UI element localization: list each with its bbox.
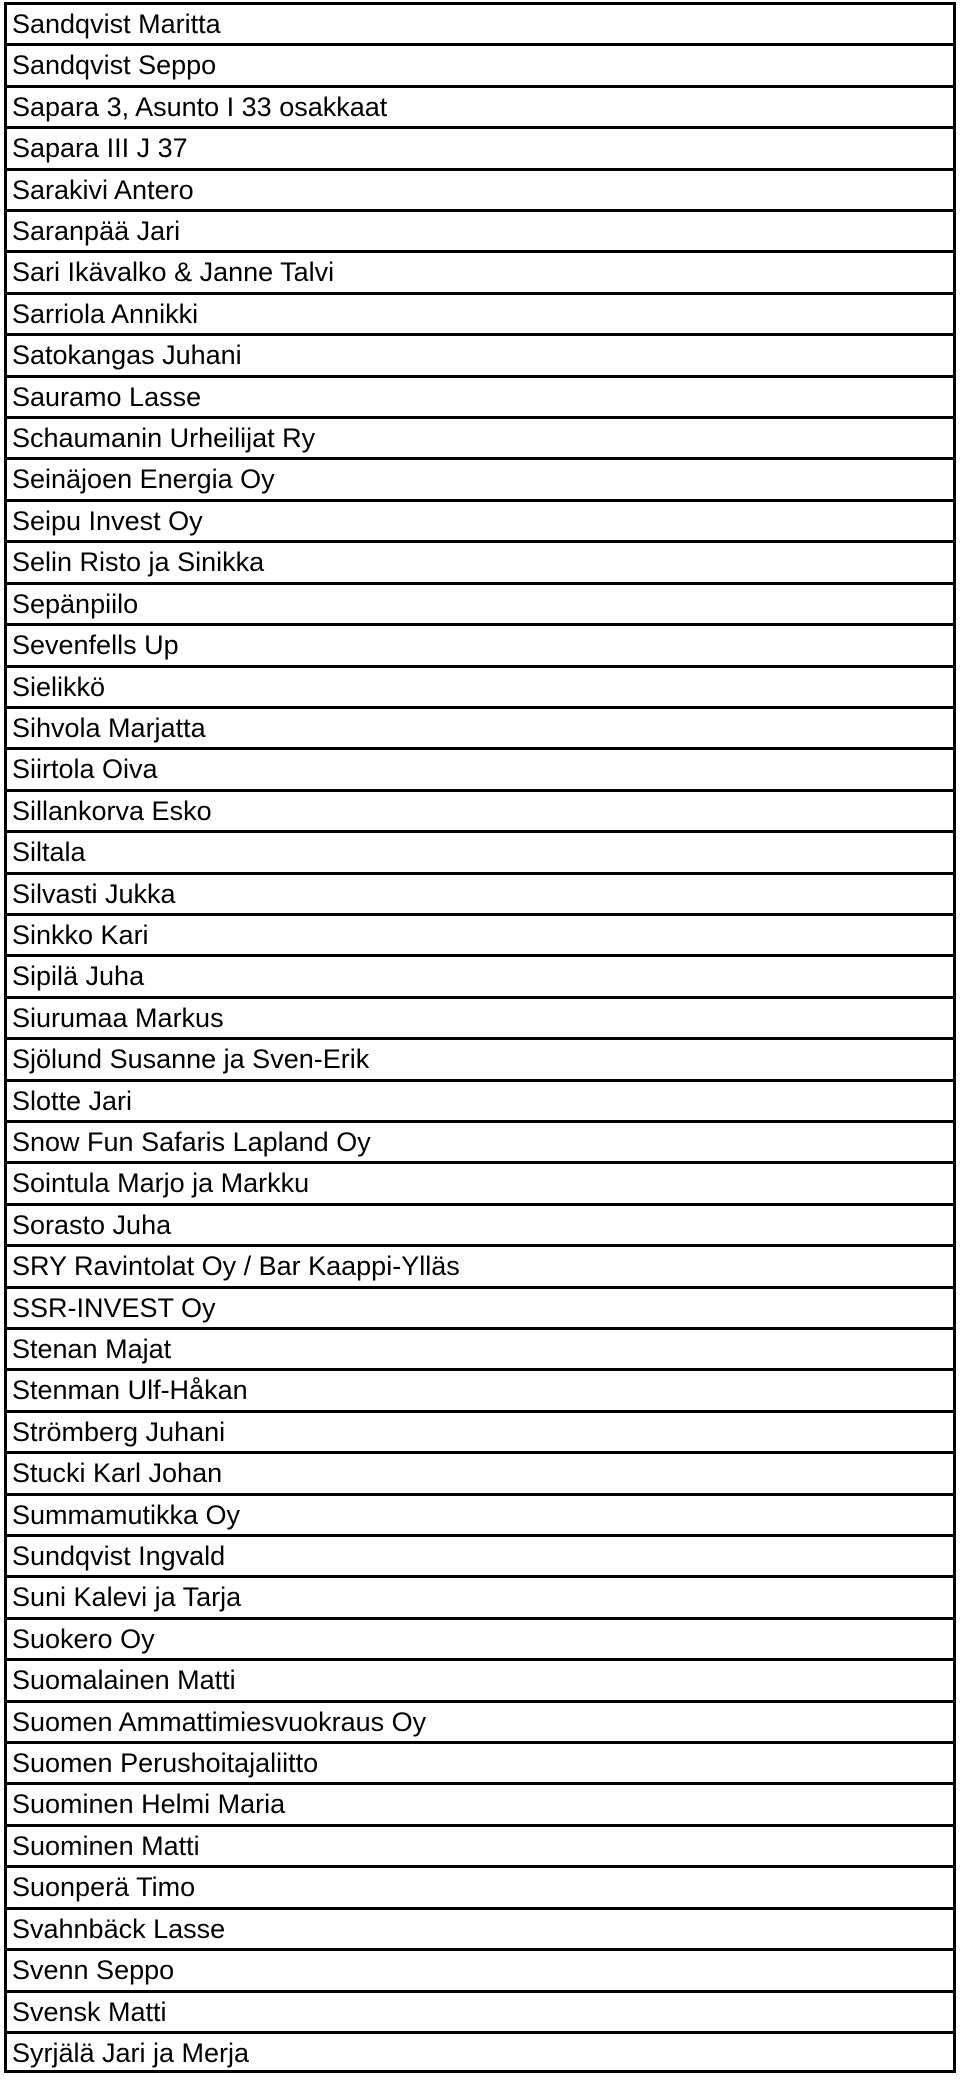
table-row: Syrjälä Jari ja Merja (12, 2037, 250, 2068)
table-row: Siirtola Oiva (7, 750, 953, 791)
table-row: Suni Kalevi ja Tarja (7, 1578, 953, 1619)
table-row: Sihvola Marjatta (7, 709, 953, 750)
table-row: Sari Ikävalko & Janne Talvi (7, 253, 953, 294)
table-row: Siltala (7, 833, 953, 874)
table-row: Sipilä Juha (7, 957, 953, 998)
table-row: Sundqvist Ingvald (7, 1537, 953, 1578)
table-row: Summamutikka Oy (7, 1496, 953, 1537)
table-row: Sapara III J 37 (7, 129, 953, 170)
table-row: Sevenfells Up (7, 626, 953, 667)
table-row: Suominen Matti (7, 1827, 953, 1868)
table-row: Sillankorva Esko (7, 792, 953, 833)
table-row: Sielikkö (7, 668, 953, 709)
table-row: Suonperä Timo (7, 1868, 953, 1909)
table-row: Snow Fun Safaris Lapland Oy (7, 1123, 953, 1164)
table-row: SSR-INVEST Oy (7, 1289, 953, 1330)
table-row: Slotte Jari (7, 1082, 953, 1123)
table-row: Sointula Marjo ja Markku (7, 1164, 953, 1205)
table-row: Suokero Oy (7, 1620, 953, 1661)
table-row: Stucki Karl Johan (7, 1454, 953, 1495)
table-row: Siurumaa Markus (7, 999, 953, 1040)
table-row: Sjölund Susanne ja Sven-Erik (7, 1040, 953, 1081)
table-row: Saranpää Jari (7, 212, 953, 253)
table-row: Stenan Majat (7, 1330, 953, 1371)
table-row: Sinkko Kari (7, 916, 953, 957)
table-row: Seinäjoen Energia Oy (7, 460, 953, 501)
table-row: Stenman Ulf-Håkan (7, 1371, 953, 1412)
table-row: Suomalainen Matti (7, 1661, 953, 1702)
table-row: Sepänpiilo (7, 585, 953, 626)
name-list-table (4, 2, 956, 2073)
table-row: Selin Risto ja Sinikka (7, 543, 953, 584)
table-row: Svahnbäck Lasse (7, 1910, 953, 1951)
table-row: Suominen Helmi Maria (7, 1785, 953, 1826)
table-row: Suomen Perushoitajaliitto (7, 1744, 953, 1785)
table-row: Sandqvist Seppo (7, 46, 953, 87)
table-row: Silvasti Jukka (7, 875, 953, 916)
table-row: Sandqvist Maritta (7, 5, 953, 46)
table-row: Sauramo Lasse (7, 378, 953, 419)
table-row: Sapara 3, Asunto I 33 osakkaat (7, 88, 953, 129)
table-row: Seipu Invest Oy (7, 502, 953, 543)
table-row: Sorasto Juha (7, 1206, 953, 1247)
table-row: Svensk Matti (7, 1993, 953, 2034)
table-row: Svenn Seppo (7, 1951, 953, 1992)
table-row: Strömberg Juhani (7, 1413, 953, 1454)
table-row: Sarakivi Antero (7, 171, 953, 212)
table-row: Satokangas Juhani (7, 336, 953, 377)
table-row: SRY Ravintolat Oy / Bar Kaappi-Ylläs (7, 1247, 953, 1288)
table-row: Schaumanin Urheilijat Ry (7, 419, 953, 460)
table-row: Suomen Ammattimiesvuokraus Oy (7, 1703, 953, 1744)
table-row: Sarriola Annikki (7, 295, 953, 336)
